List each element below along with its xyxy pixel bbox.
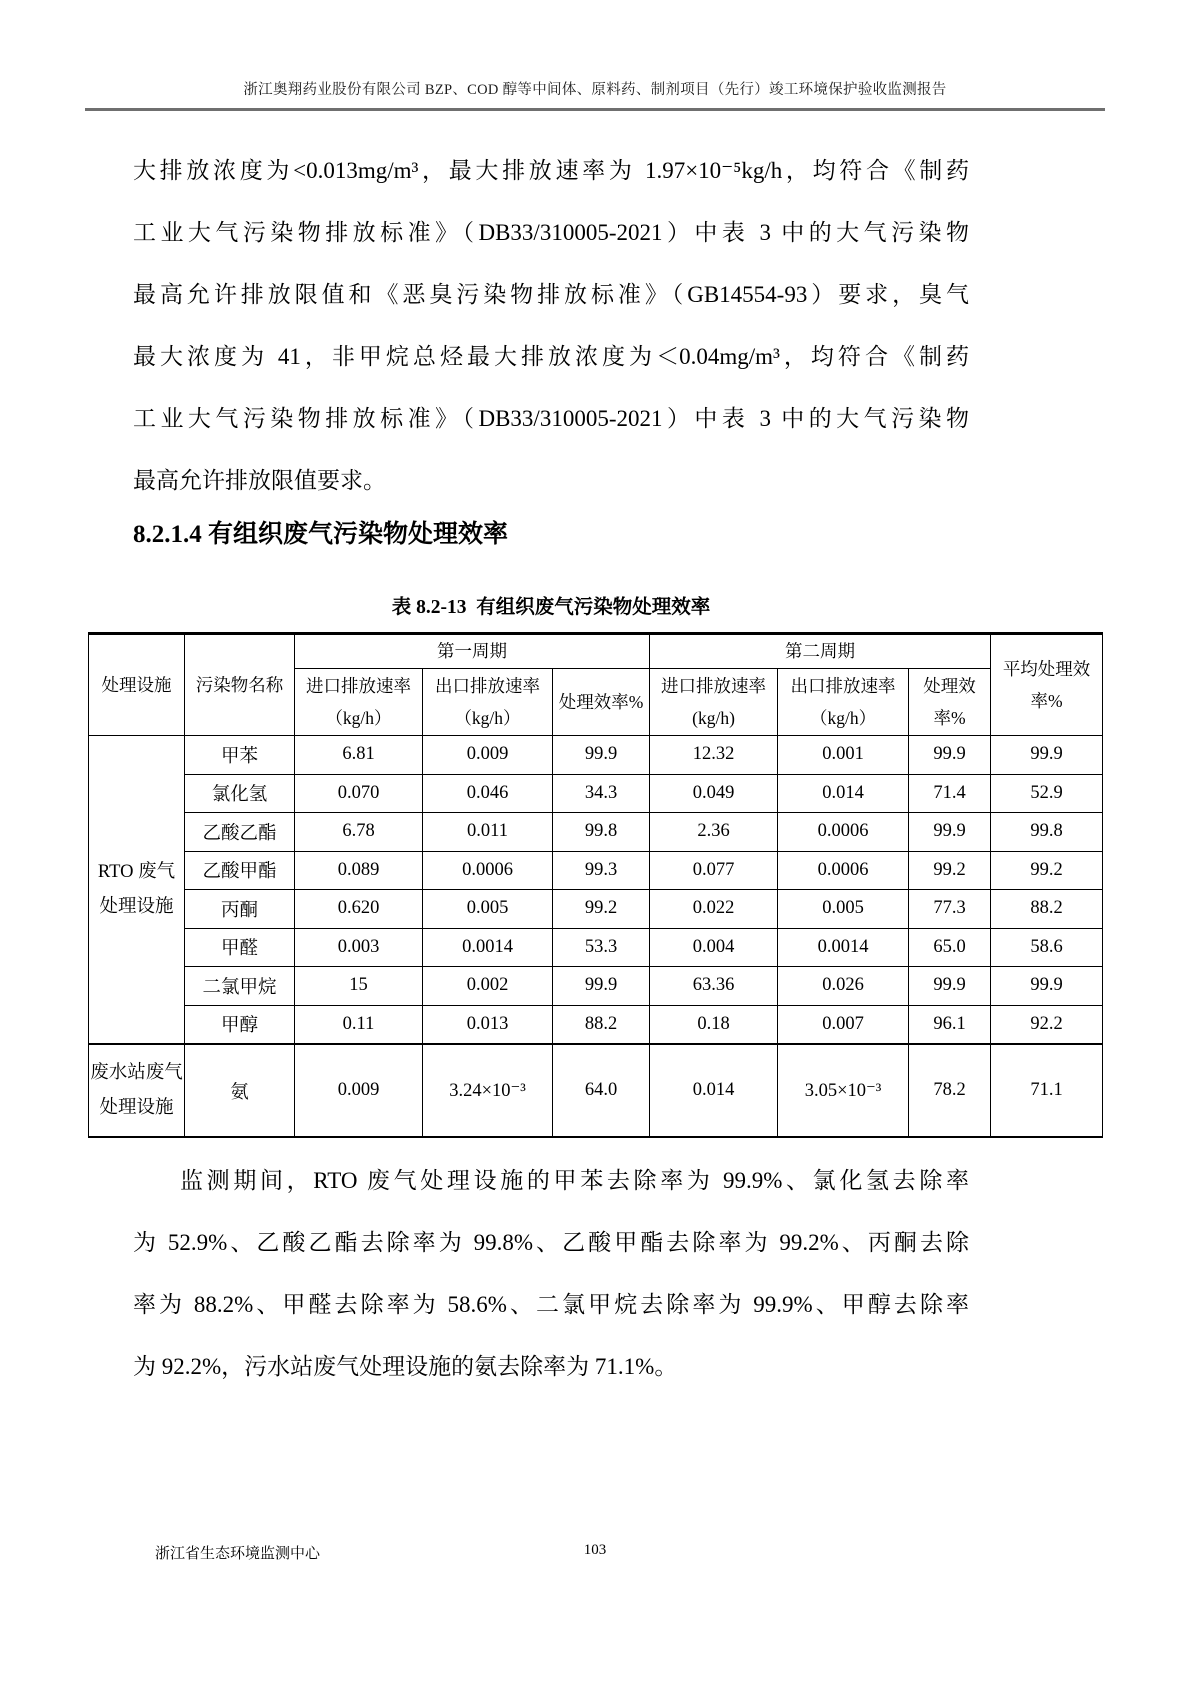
header-pollutant: 污染物名称 (185, 634, 295, 736)
p1-efficiency-value: 99.9 (553, 967, 650, 1006)
pollutant-name: 甲醇 (185, 1005, 295, 1044)
header-period2: 第二周期 (650, 634, 991, 669)
p1-inlet-value: 0.089 (295, 851, 423, 890)
pollutant-name: 二氯甲烷 (185, 967, 295, 1006)
paragraph-line: 最高允许排放限值要求。 (133, 468, 386, 493)
p2-efficiency-value: 99.9 (909, 813, 991, 852)
p2-inlet-value: 12.32 (650, 736, 778, 775)
paragraph-line: 最高允许排放限值和《恶臭污染物排放标准》（GB14554-93）要求，臭气 (133, 282, 969, 307)
paragraph-line: 大排放浓度为<0.013mg/m³，最大排放速率为 1.97×10⁻⁵kg/h，均符合《制药 (133, 158, 969, 183)
p2-efficiency-value: 99.2 (909, 851, 991, 890)
p2-efficiency-value: 96.1 (909, 1005, 991, 1044)
p1-efficiency-value: 99.9 (553, 736, 650, 775)
p2-inlet-value: 0.077 (650, 851, 778, 890)
pollutant-name: 甲苯 (185, 736, 295, 775)
p1-inlet-value: 0.11 (295, 1005, 423, 1044)
table-caption: 表 8.2-13 有组织废气污染物处理效率 (391, 597, 711, 618)
p1-inlet-value: 6.78 (295, 813, 423, 852)
pollutant-name: 氨 (185, 1044, 295, 1137)
p1-inlet-value: 0.009 (295, 1044, 423, 1137)
p1-outlet-value: 0.009 (423, 736, 553, 775)
p1-efficiency-value: 99.8 (553, 813, 650, 852)
p1-efficiency-value: 88.2 (553, 1005, 650, 1044)
average-efficiency-value: 58.6 (991, 928, 1103, 967)
p2-outlet-value: 0.026 (778, 967, 909, 1006)
p2-inlet-value: 0.022 (650, 890, 778, 929)
average-efficiency-value: 99.9 (991, 967, 1103, 1006)
average-efficiency-value: 71.1 (991, 1044, 1103, 1137)
p2-inlet-value: 0.18 (650, 1005, 778, 1044)
page-number: 103 (583, 1542, 607, 1558)
p1-efficiency-value: 99.2 (553, 890, 650, 929)
header-p2-inlet-rate: 进口排放速率(kg/h) (650, 669, 778, 736)
p2-outlet-value: 0.0006 (778, 813, 909, 852)
table-row (89, 813, 1103, 852)
facility-rto: RTO 废气处理设施 (89, 736, 185, 1045)
paragraph-removal-rates (133, 1150, 969, 1398)
paragraph-line: 最大浓度为 41，非甲烷总烃最大排放浓度为＜0.04mg/m³，均符合《制药 (133, 344, 969, 369)
pollutant-name: 丙酮 (185, 890, 295, 929)
average-efficiency-value: 52.9 (991, 774, 1103, 813)
p2-efficiency-value: 77.3 (909, 890, 991, 929)
header-p1-efficiency: 处理效率% (553, 669, 650, 736)
p2-inlet-value: 0.049 (650, 774, 778, 813)
table-row (89, 774, 1103, 813)
paragraph-emission-standards (133, 140, 969, 512)
paragraph-line: 率为 88.2%、甲醛去除率为 58.6%、二氯甲烷去除率为 99.9%、甲醇去除率 (133, 1292, 969, 1317)
p2-outlet-value: 0.014 (778, 774, 909, 813)
table-row (89, 736, 1103, 775)
p1-outlet-value: 0.013 (423, 1005, 553, 1044)
p2-outlet-value: 3.05×10⁻³ (778, 1044, 909, 1137)
p2-outlet-value: 0.001 (778, 736, 909, 775)
p2-efficiency-value: 99.9 (909, 967, 991, 1006)
average-efficiency-value: 88.2 (991, 890, 1103, 929)
footer-organization: 浙江省生态环境监测中心 (155, 1546, 321, 1562)
pollutant-name: 氯化氢 (185, 774, 295, 813)
pollutant-name: 乙酸乙酯 (185, 813, 295, 852)
p1-outlet-value: 0.011 (423, 813, 553, 852)
p2-inlet-value: 63.36 (650, 967, 778, 1006)
average-efficiency-value: 99.8 (991, 813, 1103, 852)
p1-outlet-value: 0.046 (423, 774, 553, 813)
table-row (89, 928, 1103, 967)
header-rule (85, 108, 1105, 111)
p1-inlet-value: 15 (295, 967, 423, 1006)
p2-outlet-value: 0.0014 (778, 928, 909, 967)
header-period1: 第一周期 (295, 634, 650, 669)
p2-efficiency-value: 78.2 (909, 1044, 991, 1137)
paragraph-line: 为 92.2%，污水站废气处理设施的氨去除率为 71.1%。 (133, 1354, 678, 1379)
p2-outlet-value: 0.007 (778, 1005, 909, 1044)
table-row (89, 851, 1103, 890)
paragraph-line: 为 52.9%、乙酸乙酯去除率为 99.8%、乙酸甲酯去除率为 99.2%、丙酮去除 (133, 1230, 969, 1255)
table-row (89, 1005, 1103, 1044)
p2-outlet-value: 0.005 (778, 890, 909, 929)
p1-outlet-value: 0.002 (423, 967, 553, 1006)
p1-efficiency-value: 34.3 (553, 774, 650, 813)
paragraph-line: 监测期间，RTO 废气处理设施的甲苯去除率为 99.9%、氯化氢去除率 (180, 1168, 969, 1193)
p1-inlet-value: 0.070 (295, 774, 423, 813)
table-row (89, 967, 1103, 1006)
p2-efficiency-value: 99.9 (909, 736, 991, 775)
header-average-efficiency: 平均处理效率% (991, 634, 1103, 736)
header-p2-outlet-rate: 出口排放速率（kg/h） (778, 669, 909, 736)
section-heading: 8.2.1.4 有组织废气污染物处理效率 (133, 521, 509, 548)
p2-inlet-value: 0.004 (650, 928, 778, 967)
table-row (89, 1044, 1103, 1137)
p1-efficiency-value: 64.0 (553, 1044, 650, 1137)
header-p2-efficiency: 处理效率% (909, 669, 991, 736)
p2-efficiency-value: 65.0 (909, 928, 991, 967)
facility-wastewater-station: 废水站废气处理设施 (89, 1044, 185, 1137)
header-facility: 处理设施 (89, 634, 185, 736)
p2-inlet-value: 2.36 (650, 813, 778, 852)
treatment-efficiency-table (88, 632, 1103, 1138)
pollutant-name: 乙酸甲酯 (185, 851, 295, 890)
p1-inlet-value: 0.620 (295, 890, 423, 929)
average-efficiency-value: 99.2 (991, 851, 1103, 890)
p1-efficiency-value: 53.3 (553, 928, 650, 967)
header-p1-outlet-rate: 出口排放速率（kg/h） (423, 669, 553, 736)
p1-outlet-value: 0.0006 (423, 851, 553, 890)
average-efficiency-value: 92.2 (991, 1005, 1103, 1044)
table-row (89, 890, 1103, 929)
average-efficiency-value: 99.9 (991, 736, 1103, 775)
p1-outlet-value: 0.005 (423, 890, 553, 929)
p1-efficiency-value: 99.3 (553, 851, 650, 890)
paragraph-line: 工业大气污染物排放标准》（DB33/310005-2021）中表 3 中的大气污染物 (133, 220, 969, 245)
running-header: 浙江奥翔药业股份有限公司 BZP、COD 醇等中间体、原料药、制剂项目（先行）竣工环境保护验收监测报告 (243, 82, 947, 98)
p2-efficiency-value: 71.4 (909, 774, 991, 813)
p1-inlet-value: 0.003 (295, 928, 423, 967)
paragraph-line: 工业大气污染物排放标准》（DB33/310005-2021）中表 3 中的大气污染物 (133, 406, 969, 431)
p1-outlet-value: 0.0014 (423, 928, 553, 967)
header-p1-inlet-rate: 进口排放速率（kg/h） (295, 669, 423, 736)
p1-outlet-value: 3.24×10⁻³ (423, 1044, 553, 1137)
p1-inlet-value: 6.81 (295, 736, 423, 775)
p2-outlet-value: 0.0006 (778, 851, 909, 890)
p2-inlet-value: 0.014 (650, 1044, 778, 1137)
pollutant-name: 甲醛 (185, 928, 295, 967)
